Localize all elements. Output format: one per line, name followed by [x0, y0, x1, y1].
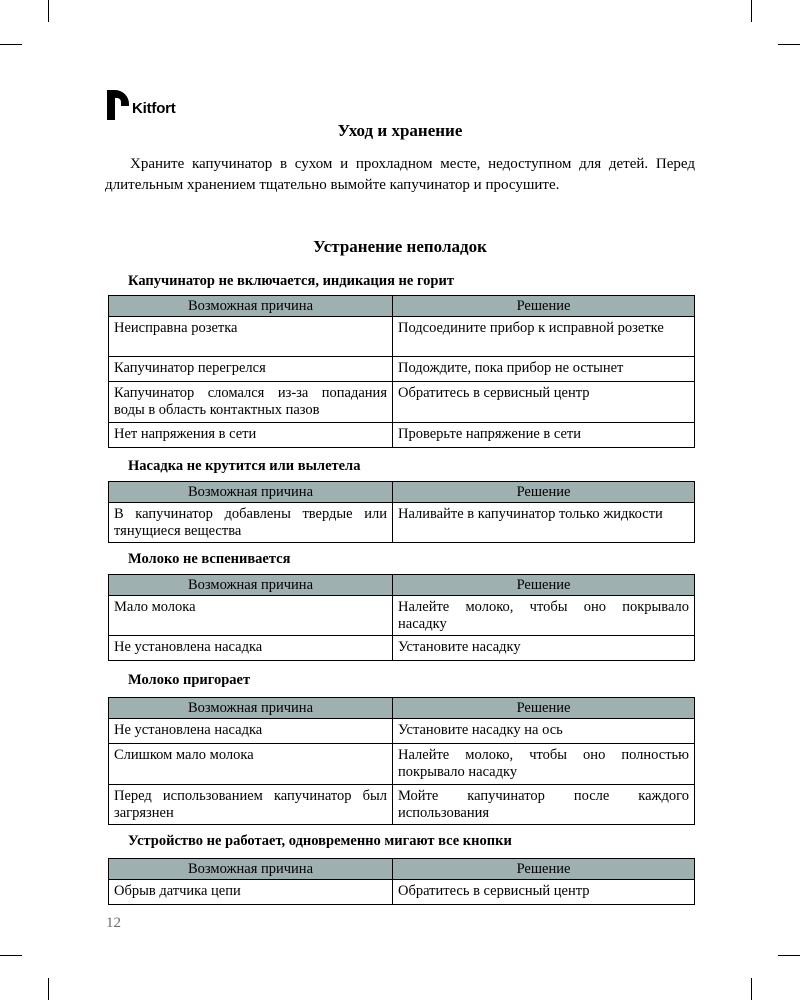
solution-cell: Проверьте напряжение в сети [393, 423, 695, 448]
table-row [109, 744, 695, 785]
solution-cell: Налейте молоко, чтобы оно покрывало насадку [393, 596, 695, 636]
cause-cell: Мало молока [109, 596, 393, 636]
header-solution: Решение [393, 296, 695, 317]
cause-cell: Не установлена насадка [109, 636, 393, 661]
table-row [109, 719, 695, 744]
crop-mark [48, 0, 49, 22]
table-header-row [109, 859, 695, 880]
table-row [109, 880, 695, 905]
troubleshooting-table [108, 574, 695, 661]
table-header-row [109, 575, 695, 596]
section-title: Молоко пригорает [128, 672, 251, 688]
header-cause: Возможная причина [109, 575, 393, 596]
solution-cell: Налейте молоко, чтобы оно полностью покрывало насадку [393, 744, 695, 785]
cause-cell: Не установлена насадка [109, 719, 393, 744]
kitfort-logo-icon [107, 90, 129, 120]
troubleshooting-table [108, 697, 695, 825]
header-solution: Решение [393, 575, 695, 596]
care-text-content: Храните капучинатор в сухом и прохладном месте, недоступном для детей. Перед длительным хранением тщательно вымойте капучинатор и просушите. [105, 156, 695, 193]
table-row [109, 596, 695, 636]
header-solution: Решение [393, 859, 695, 880]
troubleshooting-title: Устранение неполадок [313, 237, 487, 256]
crop-mark [751, 0, 752, 22]
header-solution: Решение [393, 698, 695, 719]
cause-cell: Неисправна розетка [109, 317, 393, 357]
care-text [105, 154, 695, 196]
table-row [109, 382, 695, 423]
cause-cell: В капучинатор добавлены твердые или тянущиеся вещества [109, 503, 393, 543]
crop-mark [778, 44, 800, 45]
troubleshooting-table [108, 481, 695, 543]
brand-logo [107, 88, 176, 120]
troubleshooting-table [108, 295, 695, 448]
crop-mark [778, 955, 800, 956]
solution-cell: Подсоедините прибор к исправной розетке [393, 317, 695, 357]
solution-cell: Установите насадку на ось [393, 719, 695, 744]
solution-cell: Наливайте в капучинатор только жидкости [393, 503, 695, 543]
crop-mark [751, 978, 752, 1000]
cause-cell: Обрыв датчика цепи [109, 880, 393, 905]
cause-cell: Капучинатор сломался из-за попадания воды в область контактных пазов [109, 382, 393, 423]
solution-cell: Мойте капучинатор после каждого использования [393, 785, 695, 825]
section-title: Молоко не вспенивается [128, 551, 291, 567]
brand-name: Kitfort [132, 100, 176, 117]
table-header-row [109, 698, 695, 719]
solution-cell: Установите насадку [393, 636, 695, 661]
table-header-row [109, 482, 695, 503]
section-title: Устройство не работает, одновременно мигают все кнопки [128, 833, 512, 849]
solution-cell: Обратитесь в сервисный центр [393, 382, 695, 423]
table-row [109, 317, 695, 357]
table-row [109, 636, 695, 661]
troubleshooting-table [108, 858, 695, 905]
solution-cell: Подождите, пока прибор не остынет [393, 357, 695, 382]
header-solution: Решение [393, 482, 695, 503]
header-cause: Возможная причина [109, 698, 393, 719]
cause-cell: Капучинатор перегрелся [109, 357, 393, 382]
care-title: Уход и хранение [337, 121, 463, 140]
crop-mark [48, 978, 49, 1000]
crop-mark [0, 955, 22, 956]
solution-cell: Обратитесь в сервисный центр [393, 880, 695, 905]
section-title: Капучинатор не включается, индикация не горит [128, 273, 454, 289]
header-cause: Возможная причина [109, 859, 393, 880]
page-number: 12 [106, 915, 121, 931]
header-cause: Возможная причина [109, 482, 393, 503]
cause-cell: Нет напряжения в сети [109, 423, 393, 448]
section-title: Насадка не крутится или вылетела [128, 458, 361, 474]
table-header-row [109, 296, 695, 317]
header-cause: Возможная причина [109, 296, 393, 317]
cause-cell: Слишком мало молока [109, 744, 393, 785]
table-row [109, 785, 695, 825]
table-row [109, 423, 695, 448]
cause-cell: Перед использованием капучинатор был загрязнен [109, 785, 393, 825]
table-row [109, 503, 695, 543]
crop-mark [0, 44, 22, 45]
table-row [109, 357, 695, 382]
